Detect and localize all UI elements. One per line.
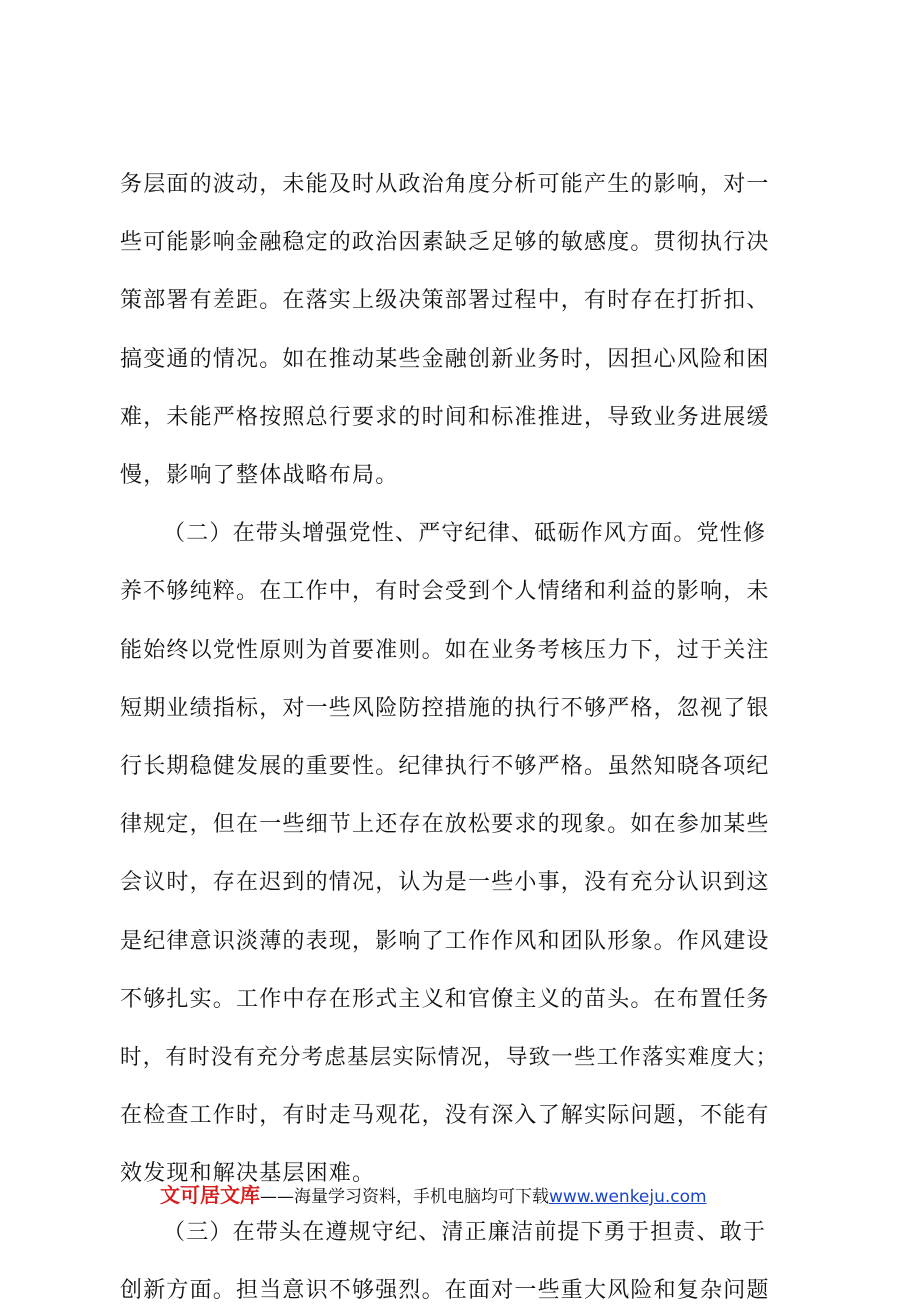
paragraph-line: 时，有时没有充分考虑基层实际情况，导致一些工作落实难度大； bbox=[120, 1045, 779, 1070]
paragraph-line: 效发现和解决基层困难。 bbox=[120, 1161, 376, 1186]
paragraph-line: 搞变通的情况。如在推动某些金融创新业务时，因担心风险和困 bbox=[120, 347, 770, 372]
website-link[interactable]: www.wenkeju.com bbox=[549, 1187, 707, 1207]
paragraph-line: 律规定，但在一些细节上还存在放松要求的现象。如在参加某些 bbox=[120, 812, 770, 837]
paragraph-line: 难，未能严格按照总行要求的时间和标准推进，导致业务进展缓 bbox=[120, 405, 770, 430]
paragraph-line: 慢，影响了整体战略布局。 bbox=[120, 463, 399, 488]
paragraph-line: 些可能影响金融稳定的政治因素缺乏足够的敏感度。贯彻执行决 bbox=[120, 230, 770, 255]
paragraph-line: 短期业绩指标，对一些风险防控措施的执行不够严格，忽视了银 bbox=[120, 696, 770, 721]
brand-name: 文可居文库 bbox=[160, 1183, 260, 1207]
paragraph-line: 不够扎实。工作中存在形式主义和官僚主义的苗头。在布置任务 bbox=[120, 987, 770, 1012]
paragraph-line: 会议时，存在迟到的情况，认为是一些小事，没有充分认识到这 bbox=[120, 870, 770, 895]
section-heading-line: （二）在带头增强党性、严守纪律、砥砺作风方面。党性修 bbox=[163, 521, 767, 546]
paragraph-line: 在检查工作时，有时走马观花，没有深入了解实际问题，不能有 bbox=[120, 1103, 770, 1128]
paragraph-line: 是纪律意识淡薄的表现，影响了工作作风和团队形象。作风建设 bbox=[120, 929, 770, 954]
paragraph-line: 策部署有差距。在落实上级决策部署过程中，有时存在打折扣、 bbox=[120, 288, 770, 313]
paragraph-line: 养不够纯粹。在工作中，有时会受到个人情绪和利益的影响，未 bbox=[120, 579, 770, 604]
paragraph-line: 行长期稳健发展的重要性。纪律执行不够严格。虽然知晓各项纪 bbox=[120, 754, 770, 779]
paragraph-line: 能始终以党性原则为首要准则。如在业务考核压力下，过于关注 bbox=[120, 638, 770, 663]
section-heading-line: （三）在带头在遵规守纪、清正廉洁前提下勇于担责、敢于 bbox=[163, 1220, 767, 1245]
footer-banner bbox=[160, 1183, 707, 1209]
paragraph-line: 务层面的波动，未能及时从政治角度分析可能产生的影响，对一 bbox=[120, 172, 770, 197]
paragraph-line: 创新方面。担当意识不够强烈。在面对一些重大风险和复杂问题 bbox=[120, 1278, 770, 1303]
footer-slogan: ——海量学习资料，手机电脑均可下载 bbox=[260, 1187, 549, 1207]
